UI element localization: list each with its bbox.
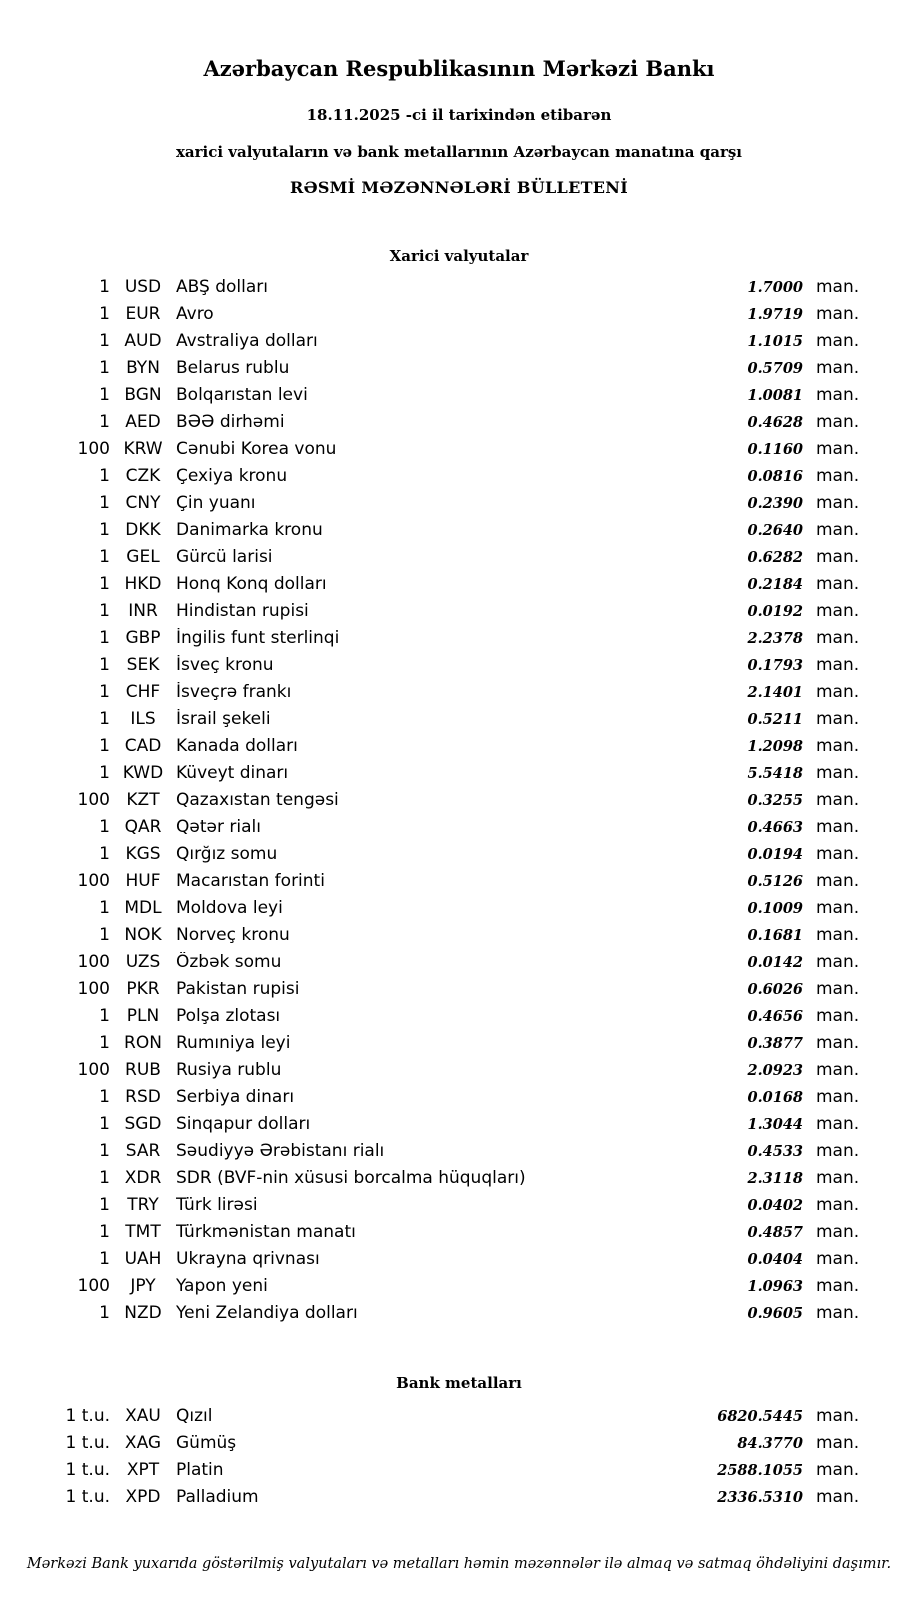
row-quantity: 1: [99, 1114, 110, 1134]
row-quantity: 1: [99, 844, 110, 864]
bulletin-title: RƏSMİ MƏZƏNNƏLƏRİ BÜLLETENİ: [289, 178, 629, 197]
row-rate: 1.0963: [747, 1278, 803, 1295]
table-row: [52, 277, 866, 304]
row-currency-name: Qırğız somu: [176, 844, 278, 864]
row-currency-name: ABŞ dolları: [176, 277, 268, 297]
row-currency-code: GEL: [126, 547, 160, 567]
row-currency-code: CNY: [125, 493, 161, 513]
row-unit-label: man.: [816, 493, 860, 513]
row-currency-code: KGS: [125, 844, 161, 864]
row-rate: 0.0168: [747, 1089, 803, 1106]
row-unit-label: man.: [816, 1195, 860, 1215]
row-rate: 0.4857: [747, 1224, 803, 1241]
table-row: [52, 763, 866, 790]
row-currency-code: HUF: [125, 871, 161, 891]
row-rate: 0.2640: [747, 522, 803, 539]
row-unit-label: man.: [816, 709, 860, 729]
row-currency-code: GBP: [125, 628, 161, 648]
table-row: [52, 1487, 866, 1514]
table-row: [52, 952, 866, 979]
row-quantity: 100: [77, 1276, 110, 1296]
row-unit-label: man.: [816, 898, 860, 918]
table-row: [52, 736, 866, 763]
row-quantity: 100: [77, 871, 110, 891]
table-row: [52, 844, 866, 871]
row-currency-name: Küveyt dinarı: [176, 763, 289, 783]
row-quantity: 1: [99, 817, 110, 837]
row-currency-name: Özbək somu: [176, 952, 282, 972]
row-quantity: 1 t.u.: [65, 1406, 110, 1426]
row-rate: 1.1015: [747, 333, 803, 350]
table-row: [52, 1303, 866, 1330]
row-quantity: 100: [77, 1060, 110, 1080]
row-currency-code: XAU: [125, 1406, 161, 1426]
row-unit-label: man.: [816, 871, 860, 891]
row-rate: 84.3770: [737, 1435, 803, 1452]
table-row: [52, 574, 866, 601]
row-quantity: 1: [99, 925, 110, 945]
row-currency-name: İsrail şekeli: [176, 709, 271, 729]
table-row: [52, 1060, 866, 1087]
row-currency-name: Qazaxıstan tengəsi: [176, 790, 339, 810]
row-quantity: 1: [99, 736, 110, 756]
table-row: [52, 898, 866, 925]
row-quantity: 1: [99, 709, 110, 729]
row-quantity: 1: [99, 1222, 110, 1242]
row-quantity: 1: [99, 1249, 110, 1269]
row-unit-label: man.: [816, 1433, 860, 1453]
row-quantity: 1: [99, 304, 110, 324]
row-unit-label: man.: [816, 412, 860, 432]
row-quantity: 1: [99, 547, 110, 567]
row-rate: 2588.1055: [717, 1462, 803, 1479]
row-currency-name: Danimarka kronu: [176, 520, 323, 540]
row-currency-code: KWD: [122, 763, 164, 783]
row-unit-label: man.: [816, 925, 860, 945]
row-currency-code: TMT: [125, 1222, 161, 1242]
row-currency-name: Avro: [176, 304, 214, 324]
row-unit-label: man.: [816, 574, 860, 594]
row-currency-code: EUR: [125, 304, 161, 324]
row-rate: 0.1681: [747, 927, 803, 944]
table-row: [52, 601, 866, 628]
row-unit-label: man.: [816, 1276, 860, 1296]
row-currency-code: CZK: [125, 466, 161, 486]
row-rate: 0.0816: [747, 468, 803, 485]
row-quantity: 100: [77, 979, 110, 999]
table-row: [52, 304, 866, 331]
row-currency-name: Gümüş: [176, 1433, 237, 1453]
row-rate: 1.3044: [747, 1116, 803, 1133]
row-quantity: 1: [99, 1303, 110, 1323]
table-row: [52, 1249, 866, 1276]
row-currency-name: Pakistan rupisi: [176, 979, 300, 999]
row-currency-code: XDR: [124, 1168, 162, 1188]
row-unit-label: man.: [816, 1303, 860, 1323]
row-rate: 0.4656: [747, 1008, 803, 1025]
row-rate: 2336.5310: [717, 1489, 803, 1506]
row-unit-label: man.: [816, 1168, 860, 1188]
row-quantity: 1: [99, 493, 110, 513]
row-currency-name: Kanada dolları: [176, 736, 298, 756]
row-unit-label: man.: [816, 1114, 860, 1134]
row-quantity: 1: [99, 1195, 110, 1215]
row-currency-code: SAR: [125, 1141, 161, 1161]
row-rate: 5.5418: [747, 765, 803, 782]
row-currency-code: UAH: [124, 1249, 162, 1269]
row-currency-name: Çin yuanı: [176, 493, 256, 513]
row-unit-label: man.: [816, 547, 860, 567]
row-unit-label: man.: [816, 979, 860, 999]
row-unit-label: man.: [816, 628, 860, 648]
row-unit-label: man.: [816, 385, 860, 405]
row-currency-code: JPY: [130, 1276, 156, 1296]
header: [0, 56, 918, 197]
row-currency-code: RUB: [125, 1060, 161, 1080]
row-rate: 2.1401: [747, 684, 803, 701]
row-currency-name: Sinqapur dolları: [176, 1114, 311, 1134]
table-row: [52, 1087, 866, 1114]
row-currency-code: BYN: [126, 358, 160, 378]
row-currency-code: CHF: [125, 682, 161, 702]
row-quantity: 1: [99, 574, 110, 594]
row-unit-label: man.: [816, 790, 860, 810]
table-row: [52, 817, 866, 844]
table-row: [52, 358, 866, 385]
table-row: [52, 331, 866, 358]
row-currency-code: XPD: [125, 1487, 161, 1507]
table-row: [52, 979, 866, 1006]
row-unit-label: man.: [816, 1460, 860, 1480]
row-currency-code: TRY: [127, 1195, 159, 1215]
row-rate: 0.1009: [747, 900, 803, 917]
table-row: [52, 1433, 866, 1460]
row-currency-name: Rusiya rublu: [176, 1060, 282, 1080]
row-unit-label: man.: [816, 1087, 860, 1107]
row-rate: 0.1793: [747, 657, 803, 674]
row-currency-name: Hindistan rupisi: [176, 601, 309, 621]
row-currency-name: Türkmənistan manatı: [176, 1222, 356, 1242]
table-row: [52, 1006, 866, 1033]
table-row: [52, 1406, 866, 1433]
row-currency-code: HKD: [124, 574, 162, 594]
row-unit-label: man.: [816, 358, 860, 378]
row-currency-name: BƏƏ dirhəmi: [176, 412, 285, 432]
row-currency-code: SGD: [124, 1114, 162, 1134]
row-currency-code: INR: [128, 601, 158, 621]
row-unit-label: man.: [816, 1222, 860, 1242]
row-quantity: 1: [99, 1168, 110, 1188]
row-currency-name: Avstraliya dolları: [176, 331, 318, 351]
table-row: [52, 520, 866, 547]
row-quantity: 1 t.u.: [65, 1487, 110, 1507]
row-unit-label: man.: [816, 277, 860, 297]
row-quantity: 1 t.u.: [65, 1460, 110, 1480]
row-currency-name: SDR (BVF-nin xüsusi borcalma hüquqları): [176, 1168, 526, 1188]
row-rate: 1.9719: [747, 306, 803, 323]
row-currency-name: Belarus rublu: [176, 358, 290, 378]
row-quantity: 1: [99, 628, 110, 648]
row-rate: 0.4663: [747, 819, 803, 836]
row-rate: 0.6026: [747, 981, 803, 998]
row-unit-label: man.: [816, 1141, 860, 1161]
row-currency-name: İsveçrə frankı: [176, 682, 292, 702]
row-currency-code: UZS: [125, 952, 161, 972]
row-rate: 0.6282: [747, 549, 803, 566]
row-currency-name: Macarıstan forinti: [176, 871, 325, 891]
table-row: [52, 709, 866, 736]
effective-date-line: 18.11.2025 -ci il tarixindən etibarən: [306, 106, 612, 124]
row-currency-code: CAD: [124, 736, 162, 756]
table-row: [52, 439, 866, 466]
table-row: [52, 385, 866, 412]
table-row: [52, 655, 866, 682]
row-currency-name: Qızıl: [176, 1406, 213, 1426]
row-currency-name: Norveç kronu: [176, 925, 290, 945]
row-unit-label: man.: [816, 1006, 860, 1026]
table-row: [52, 1195, 866, 1222]
row-rate: 0.0194: [747, 846, 803, 863]
table-row: [52, 1114, 866, 1141]
currencies-section-title: Xarici valyutalar: [389, 247, 529, 265]
row-currency-name: Ukrayna qrivnası: [176, 1249, 320, 1269]
row-quantity: 1 t.u.: [65, 1433, 110, 1453]
row-currency-code: BGN: [124, 385, 162, 405]
row-rate: 0.0402: [747, 1197, 803, 1214]
row-rate: 2.3118: [747, 1170, 803, 1187]
row-currency-name: Platin: [176, 1460, 224, 1480]
row-currency-name: Honq Konq dolları: [176, 574, 327, 594]
table-row: [52, 871, 866, 898]
row-rate: 0.3255: [747, 792, 803, 809]
row-currency-name: Gürcü larisi: [176, 547, 273, 567]
row-currency-name: Moldova leyi: [176, 898, 283, 918]
row-quantity: 1: [99, 763, 110, 783]
table-row: [52, 925, 866, 952]
row-unit-label: man.: [816, 1249, 860, 1269]
row-currency-code: QAR: [124, 817, 162, 837]
table-row: [52, 1460, 866, 1487]
row-rate: 0.5709: [747, 360, 803, 377]
row-unit-label: man.: [816, 736, 860, 756]
row-currency-name: Polşa zlotası: [176, 1006, 281, 1026]
row-rate: 0.5126: [747, 873, 803, 890]
row-rate: 0.0142: [747, 954, 803, 971]
row-currency-code: NOK: [124, 925, 162, 945]
row-quantity: 1: [99, 412, 110, 432]
row-unit-label: man.: [816, 601, 860, 621]
row-currency-code: AED: [125, 412, 161, 432]
row-rate: 0.4533: [747, 1143, 803, 1160]
table-row: [52, 1276, 866, 1303]
row-unit-label: man.: [816, 844, 860, 864]
table-row: [52, 1141, 866, 1168]
row-currency-name: Qətər rialı: [176, 817, 261, 837]
row-currency-code: KRW: [123, 439, 163, 459]
row-currency-code: USD: [124, 277, 162, 297]
row-quantity: 100: [77, 952, 110, 972]
row-currency-name: Palladium: [176, 1487, 259, 1507]
row-unit-label: man.: [816, 1487, 860, 1507]
row-rate: 1.0081: [747, 387, 803, 404]
row-unit-label: man.: [816, 304, 860, 324]
row-currency-name: Bolqarıstan levi: [176, 385, 308, 405]
row-quantity: 100: [77, 439, 110, 459]
row-rate: 0.2390: [747, 495, 803, 512]
row-currency-code: PLN: [126, 1006, 160, 1026]
row-quantity: 1: [99, 898, 110, 918]
row-rate: 0.1160: [747, 441, 803, 458]
row-rate: 0.5211: [747, 711, 803, 728]
row-rate: 0.9605: [747, 1305, 803, 1322]
row-currency-name: Cənubi Korea vonu: [176, 439, 337, 459]
row-currency-code: ILS: [130, 709, 156, 729]
table-row: [52, 547, 866, 574]
row-currency-name: Rumıniya leyi: [176, 1033, 291, 1053]
metals-section-title: Bank metalları: [396, 1374, 522, 1392]
row-quantity: 1: [99, 358, 110, 378]
row-currency-code: KZT: [126, 790, 160, 810]
row-quantity: 1: [99, 1006, 110, 1026]
row-quantity: 1: [99, 601, 110, 621]
row-currency-name: Yapon yeni: [176, 1276, 268, 1296]
row-unit-label: man.: [816, 817, 860, 837]
row-rate: 2.0923: [747, 1062, 803, 1079]
table-row: [52, 466, 866, 493]
subtitle-line: xarici valyutaların və bank metallarının Azərbaycan manatına qarşı: [175, 143, 743, 161]
table-row: [52, 628, 866, 655]
row-currency-name: İngilis funt sterlinqi: [176, 628, 340, 648]
row-currency-code: RSD: [125, 1087, 161, 1107]
row-unit-label: man.: [816, 1033, 860, 1053]
row-currency-code: PKR: [126, 979, 160, 999]
row-unit-label: man.: [816, 466, 860, 486]
row-rate: 1.2098: [747, 738, 803, 755]
row-currency-name: Səudiyyə Ərəbistanı rialı: [176, 1141, 385, 1161]
disclaimer-text: Mərkəzi Bank yuxarıda göstərilmiş valyutaları və metalları həmin məzənnələr ilə almaq və satmaq öhdəliyini daşımır.: [26, 1556, 892, 1572]
row-quantity: 1: [99, 655, 110, 675]
row-rate: 2.2378: [747, 630, 803, 647]
row-currency-code: XPT: [126, 1460, 160, 1480]
row-unit-label: man.: [816, 439, 860, 459]
row-quantity: 1: [99, 385, 110, 405]
row-unit-label: man.: [816, 1060, 860, 1080]
row-quantity: 100: [77, 790, 110, 810]
row-quantity: 1: [99, 331, 110, 351]
row-quantity: 1: [99, 466, 110, 486]
row-currency-name: Türk lirəsi: [176, 1195, 258, 1215]
row-currency-name: Çexiya kronu: [176, 466, 288, 486]
row-currency-name: Yeni Zelandiya dolları: [176, 1303, 358, 1323]
table-row: [52, 1033, 866, 1060]
row-currency-name: İsveç kronu: [176, 655, 274, 675]
row-currency-code: AUD: [124, 331, 162, 351]
table-row: [52, 682, 866, 709]
row-currency-code: DKK: [125, 520, 161, 540]
currencies-table: [0, 277, 918, 1330]
row-rate: 0.2184: [747, 576, 803, 593]
row-rate: 0.0404: [747, 1251, 803, 1268]
row-unit-label: man.: [816, 655, 860, 675]
row-unit-label: man.: [816, 520, 860, 540]
table-row: [52, 1222, 866, 1249]
row-rate: 1.7000: [747, 279, 803, 296]
row-rate: 6820.5445: [717, 1408, 803, 1425]
page-title: Azərbaycan Respublikasının Mərkəzi Bankı: [203, 56, 715, 81]
row-unit-label: man.: [816, 682, 860, 702]
row-quantity: 1: [99, 520, 110, 540]
row-unit-label: man.: [816, 763, 860, 783]
table-row: [52, 790, 866, 817]
row-unit-label: man.: [816, 1406, 860, 1426]
row-quantity: 1: [99, 682, 110, 702]
row-currency-code: NZD: [124, 1303, 162, 1323]
row-unit-label: man.: [816, 331, 860, 351]
row-rate: 0.4628: [747, 414, 803, 431]
table-row: [52, 493, 866, 520]
metals-table: [0, 1406, 918, 1514]
table-row: [52, 412, 866, 439]
row-unit-label: man.: [816, 952, 860, 972]
row-quantity: 1: [99, 1033, 110, 1053]
row-currency-code: SEK: [126, 655, 160, 675]
row-quantity: 1: [99, 1141, 110, 1161]
row-quantity: 1: [99, 277, 110, 297]
row-currency-code: RON: [124, 1033, 162, 1053]
row-quantity: 1: [99, 1087, 110, 1107]
table-row: [52, 1168, 866, 1195]
row-currency-code: XAG: [124, 1433, 162, 1453]
row-rate: 0.3877: [747, 1035, 803, 1052]
row-currency-name: Serbiya dinarı: [176, 1087, 295, 1107]
row-currency-code: MDL: [124, 898, 162, 918]
row-rate: 0.0192: [747, 603, 803, 620]
